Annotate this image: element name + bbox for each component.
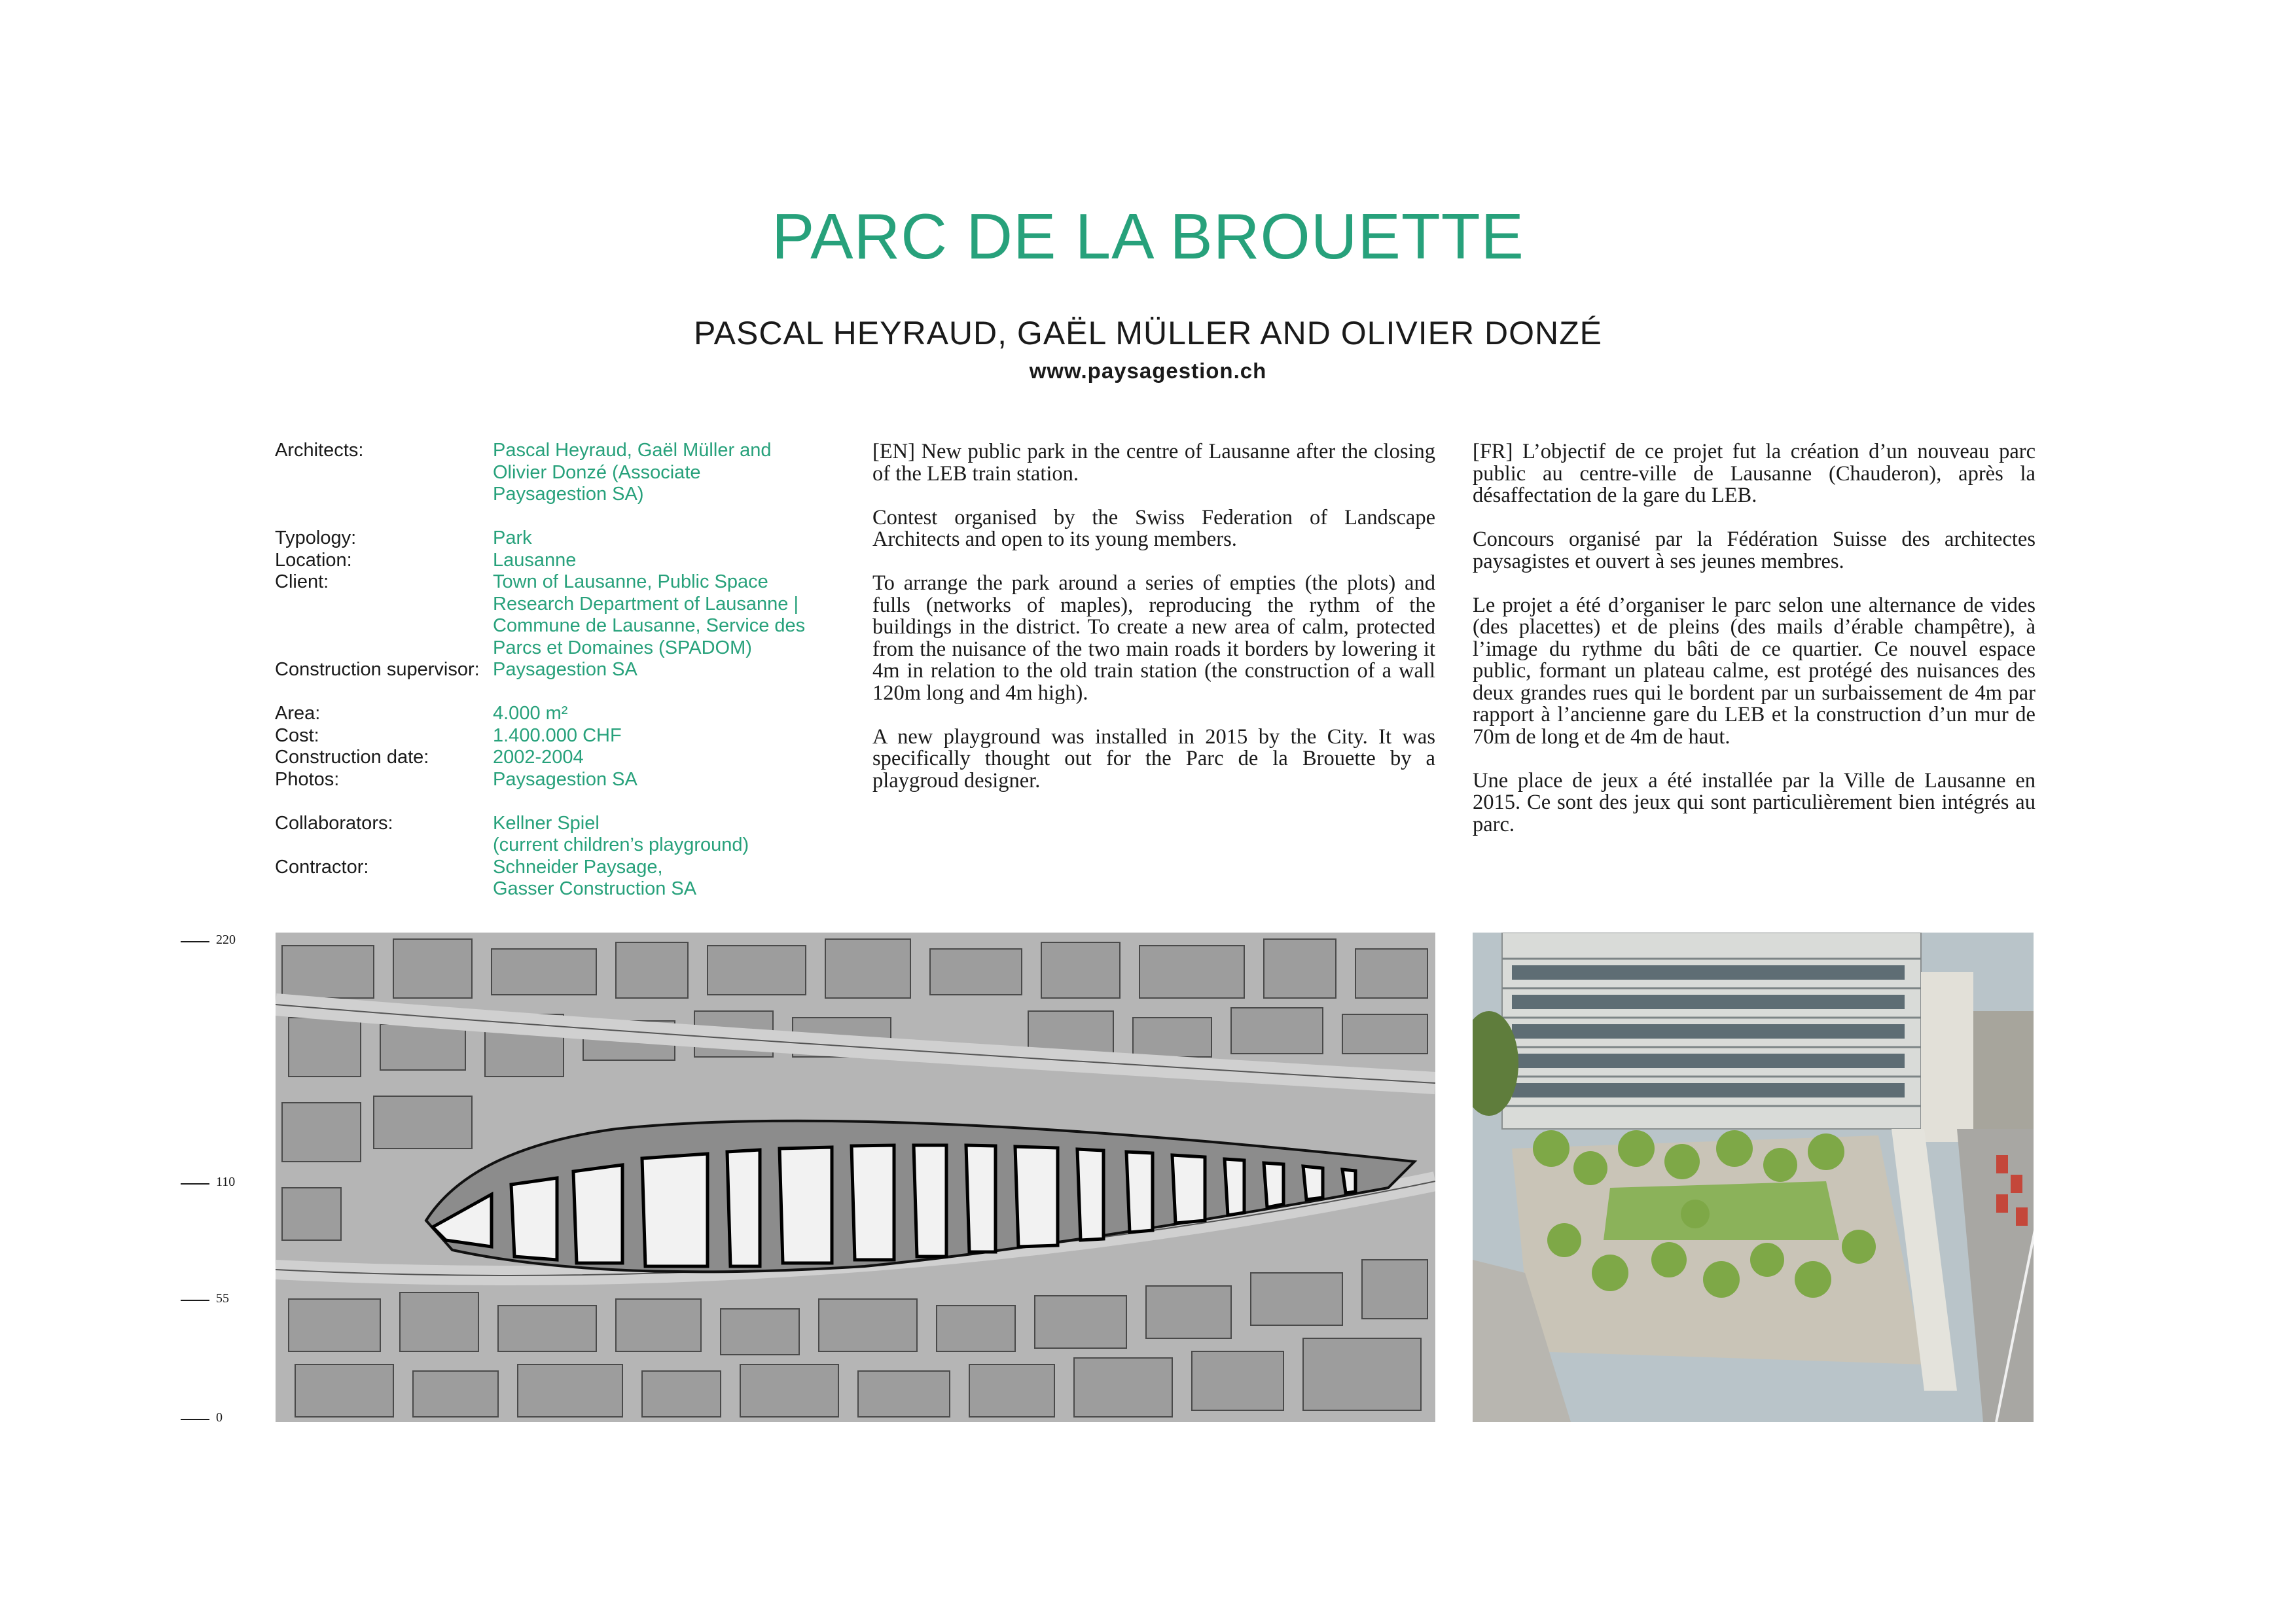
fact-row bbox=[275, 440, 851, 506]
fact-row bbox=[275, 659, 851, 681]
paragraph: [EN] New public park in the centre of Lausanne after the closing of the LEB train station. bbox=[872, 440, 1435, 486]
paragraph: Concours organisé par la Fédération Suisse des architectes paysagistes et ouvert à ses jeunes membres. bbox=[1473, 527, 2036, 573]
scale-tick bbox=[181, 1407, 223, 1425]
fact-row bbox=[275, 527, 851, 550]
fact-row bbox=[275, 571, 851, 659]
french-description bbox=[1473, 441, 2036, 858]
side-building bbox=[1921, 972, 1973, 1142]
photo-drawing bbox=[1473, 933, 2034, 1422]
fact-label: Architects: bbox=[275, 440, 364, 461]
scale-tick bbox=[181, 1171, 236, 1189]
page-title: PARC DE LA BROUETTE bbox=[772, 200, 1524, 272]
lawn bbox=[1604, 1181, 1839, 1240]
tick-label: 110 bbox=[216, 1175, 236, 1189]
paragraph: Contest organised by the Swiss Federation of Landscape Architects and open to its young members. bbox=[872, 505, 1435, 551]
fact-label: Construction supervisor: bbox=[275, 659, 480, 680]
tick-label: 55 bbox=[216, 1291, 229, 1306]
fact-value: 1.400.000 CHF bbox=[493, 724, 622, 746]
fact-value: 2002-2004 bbox=[493, 747, 584, 768]
english-description bbox=[872, 441, 1435, 814]
project-facts bbox=[275, 440, 851, 901]
fact-label: Collaborators: bbox=[275, 812, 393, 834]
fact-row bbox=[275, 813, 851, 857]
scale-tick bbox=[181, 929, 236, 947]
fact-label: Area: bbox=[275, 703, 321, 724]
scale-bar bbox=[181, 929, 246, 1427]
fact-value: Kellner Spiel (current children’s playground) bbox=[493, 812, 749, 855]
fact-label: Location: bbox=[275, 549, 352, 571]
fact-value: Paysagestion SA bbox=[493, 768, 637, 790]
fact-row bbox=[275, 550, 851, 572]
paragraph: Une place de jeux a été installée par la Ville de Lausanne en 2015. Ce sont des jeux qui sont particulièrement bien intégrés au parc. bbox=[1473, 768, 2036, 836]
map-drawing bbox=[276, 933, 1435, 1422]
paragraph: A new playground was installed in 2015 by the City. It was specifically thought out for the Parc de la Brouette by a playgroud designer. bbox=[872, 724, 1435, 793]
tick-line bbox=[181, 1419, 209, 1420]
website-link[interactable]: www.paysagestion.ch bbox=[1029, 359, 1267, 383]
fact-value: Town of Lausanne, Public Space Research Department of Lausanne | Commune de Lausanne, Service des Parcs et Domaines (SPADOM) bbox=[493, 571, 806, 658]
fact-row bbox=[275, 857, 851, 901]
tick-label: 220 bbox=[216, 933, 236, 947]
tick-label: 0 bbox=[216, 1410, 223, 1425]
fact-row bbox=[275, 769, 851, 791]
fact-label: Contractor: bbox=[275, 856, 369, 878]
tick-line bbox=[181, 1183, 209, 1185]
paragraph: To arrange the park around a series of empties (the plots) and fulls (networks of maples), reproducing the rythm of the buildings in the district. To create a new area of calm, protected from the nuisance of the two main roads it borders by lowering it 4m in relation to the old train station (the construction of a wall 120m long and 4m high). bbox=[872, 571, 1435, 705]
fact-value: Pascal Heyraud, Gaël Müller and Olivier Donzé (Associate Paysagestion SA) bbox=[493, 440, 772, 505]
fact-label: Typology: bbox=[275, 527, 357, 548]
fact-label: Cost: bbox=[275, 724, 319, 746]
fact-value: 4.000 m² bbox=[493, 703, 568, 724]
tick-line bbox=[181, 1300, 209, 1301]
fact-value: Schneider Paysage, Gasser Construction SA bbox=[493, 856, 697, 899]
fact-label: Client: bbox=[275, 571, 329, 592]
fact-value: Park bbox=[493, 527, 532, 548]
fact-value: Paysagestion SA bbox=[493, 659, 637, 680]
fact-row bbox=[275, 747, 851, 769]
site-plan-map bbox=[276, 933, 1435, 1422]
fact-row bbox=[275, 703, 851, 725]
fact-row bbox=[275, 725, 851, 747]
paragraph: [FR] L’objectif de ce projet fut la création d’un nouveau parc public au centre-ville de Lausanne (Chauderon), après la désaffectation de la gare du LEB. bbox=[1473, 440, 2036, 507]
tick-line bbox=[181, 941, 209, 942]
fact-label: Photos: bbox=[275, 768, 340, 790]
authors-heading: PASCAL HEYRAUD, GAËL MÜLLER AND OLIVIER DONZÉ bbox=[694, 315, 1602, 351]
scale-tick bbox=[181, 1288, 229, 1306]
fact-value: Lausanne bbox=[493, 549, 577, 571]
fact-label: Construction date: bbox=[275, 747, 429, 768]
paragraph: Le projet a été d’organiser le parc selon une alternance de vides (des placettes) et de pleins (des mails d’érable champêtre), à l’image du rythme du bâti de ce quartier. Ce nouvel espace public, formant un plateau calme, est protégé des nuisances des deux grandes rues qui le bordent par un surbaissement de 4m par rapport à l’ancienne gare du LEB et la construction d’un mur de 70m de long et de 4m de haut. bbox=[1473, 593, 2036, 749]
park-photo bbox=[1473, 933, 2034, 1422]
